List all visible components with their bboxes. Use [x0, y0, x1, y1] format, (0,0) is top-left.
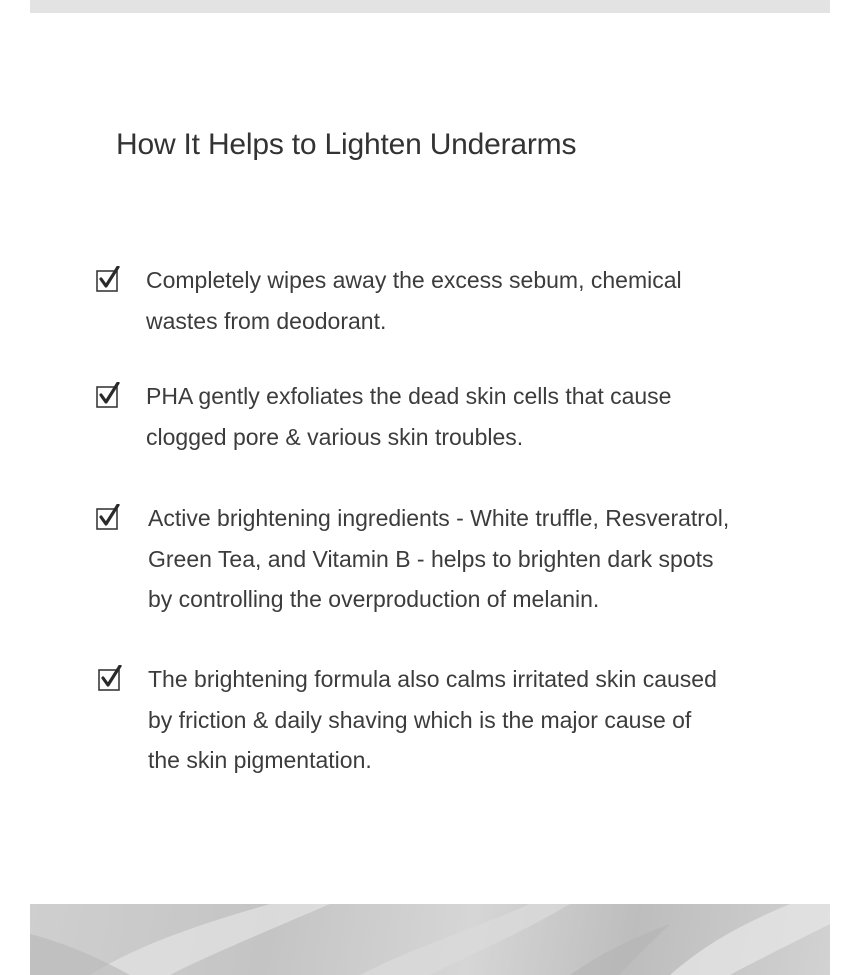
fabric-texture: [30, 904, 830, 975]
section-heading: How It Helps to Lighten Underarms: [116, 128, 577, 161]
benefit-text: Completely wipes away the excess sebum, chemical wastes from deodorant.: [146, 267, 682, 334]
benefit-text: Active brightening ingredients - White truffle, Resveratrol, Green Tea, and Vitamin B - helps to brighten dark spots by controlling the overproduction of melanin.: [148, 505, 730, 612]
benefit-text: PHA gently exfoliates the dead skin cells that cause clogged pore & various skin troubles.: [146, 383, 672, 450]
checkbox-checked-icon: [98, 665, 120, 687]
checkbox-checked-icon: [96, 382, 118, 404]
bottom-image-band: [30, 904, 830, 975]
checkbox-checked-icon: [96, 504, 118, 526]
benefit-text: The brightening formula also calms irritated skin caused by friction & daily shaving which is the major cause of the skin pigmentation.: [148, 666, 717, 773]
checkbox-checked-icon: [96, 266, 118, 288]
